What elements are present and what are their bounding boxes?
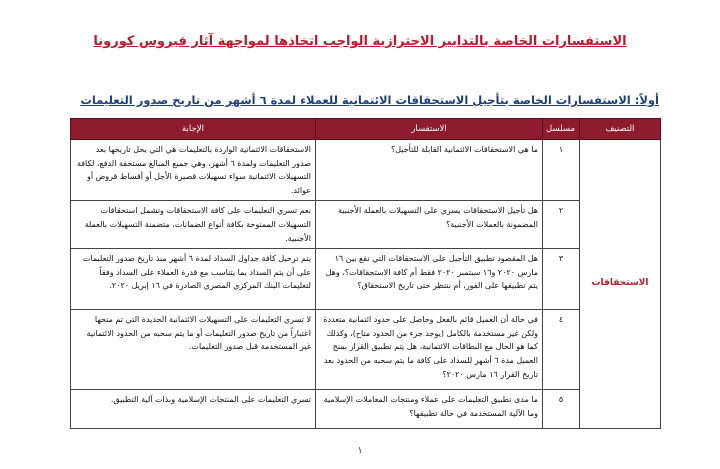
table-row xyxy=(71,249,661,310)
answer-cell: يتم ترحيل كافة جداول السداد لمدة ٦ أشهر منذ تاريخ صدور التعليمات على أن يتم السداد بما يتناسب مع قدرة العملاء على السداد وفقاً لتعليمات البنك المركزي المصري الصادرة في ١٦ إبريل ٢٠٢٠. xyxy=(71,249,316,310)
inquiries-table xyxy=(70,118,661,429)
header-answer: الإجابة xyxy=(71,119,316,140)
answer-cell: تسري التعليمات على المنتجات الإسلامية وبذات آلية التطبيق. xyxy=(71,390,316,429)
question-cell: في حالة أن العميل قائم بالفعل وحاصل على حدود ائتمانية متعددة ولكن غير مستخدمة بالكامل (يوجد جزء من الحدود متاح)، وكذلك كما هو الحال مع البطاقات الائتمانية، هل يتم تطبيق القرار بمنح العميل مدة ٦ أشهر للسداد على كافة ما يتم سحبه من الحدود بعد تاريخ القرار ١٦ مارس ٢٠٢٠؟ xyxy=(316,310,543,390)
header-serial: مسلسل xyxy=(543,119,580,140)
table-header-row xyxy=(71,119,661,140)
table-row xyxy=(71,390,661,429)
answer-cell: الاستحقاقات الائتمانية الواردة بالتعليمات هي التي يحل تاريخها بعد صدور التعليمات ولمدة ٦ أشهر، وهي جميع المبالغ مستحقة الدفع، لكافة التسهيلات الائتمانية سواء تسهيلات قصيرة الأجل أو أقساط قروض أو عوائد. xyxy=(71,140,316,201)
table-row xyxy=(71,310,661,390)
page-number: ١ xyxy=(357,446,363,456)
header-category: التصنيف xyxy=(580,119,661,140)
table-row xyxy=(71,140,661,201)
document-title: الاستفسارات الخاصة بالتدابير الاحترازية الواجب اتخاذها لمواجهة آثار فيروس كورونا xyxy=(93,34,627,49)
serial-cell: ٤ xyxy=(543,310,580,390)
question-cell: هل تأجيل الاستحقاقات يسري على التسهيلات بالعملة الأجنبية المضمونة بالعملات الأجنبية؟ xyxy=(316,201,543,249)
category-cell: الاستحقاقات xyxy=(580,140,661,429)
serial-cell: ١ xyxy=(543,140,580,201)
header-question: الاستفسار xyxy=(316,119,543,140)
question-cell: ما هي الاستحقاقات الائتمانية القابلة للتأجيل؟ xyxy=(316,140,543,201)
serial-cell: ٢ xyxy=(543,201,580,249)
serial-cell: ٣ xyxy=(543,249,580,310)
question-cell: هل المقصود تطبيق التأجيل على الاستحقاقات التي تقع بين ١٦ مارس ٢٠٢٠ و١٦ سبتمبر ٢٠٢٠ فقط أم كافة الاستحقاقات؟، وهل يتم تطبيقها على الفور، أم ننتظر حتى تاريخ الاستحقاق؟ xyxy=(316,249,543,310)
table-row xyxy=(71,201,661,249)
section-title: أولاً: الاستفسارات الخاصة بتأجيل الاستحقاقات الائتمانية للعملاء لمدة ٦ أشهر من تاريخ صدور التعليمات xyxy=(80,93,659,107)
serial-cell: ٥ xyxy=(543,390,580,429)
answer-cell: نعم تسري التعليمات على كافة الاستحقاقات وتشمل استحقاقات التسهيلات الممنوحة بكافة أنواع الضمانات، متضمنة التسهيلات بالعملة الأجنبية. xyxy=(71,201,316,249)
question-cell: ما مدى تطبيق التعليمات على عملاء ومنتجات المعاملات الإسلامية وما الآلية المستخدمة في حالة تطبيقها؟ xyxy=(316,390,543,429)
answer-cell: لا تسري التعليمات على التسهيلات الائتمانية الجديدة التي تم منحها اعتباراً من تاريخ صدور التعليمات أو ما يتم سحبه من الحدود الائتمانية غير المستخدمة قبل صدور التعليمات. xyxy=(71,310,316,390)
